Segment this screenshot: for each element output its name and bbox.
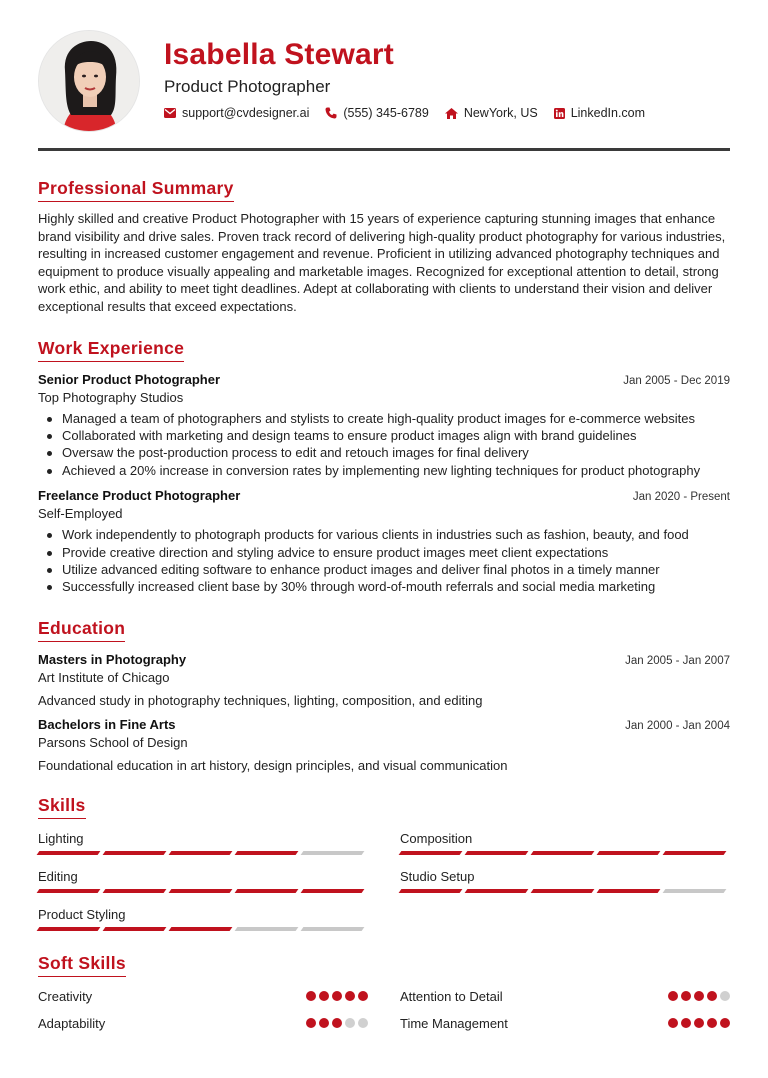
job-bullet: Work independently to photograph products for various clients in industries such as fashion, beauty, and food	[38, 526, 730, 543]
skill-level-bar	[38, 889, 368, 893]
rating-dot-filled	[720, 1018, 730, 1028]
skill-segment-filled	[103, 851, 167, 855]
skill-segment-filled	[103, 927, 167, 931]
education-section	[38, 618, 730, 773]
rating-dot-empty	[345, 1018, 355, 1028]
candidate-role: Product Photographer	[164, 77, 331, 96]
soft-skill-name: Adaptability	[38, 1015, 106, 1031]
degree-title: Bachelors in Fine Arts	[38, 716, 176, 732]
skill-segment-filled	[597, 889, 661, 893]
soft-skill-item	[400, 989, 730, 1004]
school-name: Parsons School of Design	[38, 734, 188, 750]
skill-segment-filled	[37, 889, 101, 893]
rating-dot-filled	[319, 991, 329, 1001]
skill-name: Editing	[38, 868, 78, 884]
summary-text: Highly skilled and creative Product Photographer with 15 years of experience capturing stunning images that enhance brand visibility and drive sales. Proven track record of delivering high-quality product photography for various industries, resulting in increased customer engagement and revenue. Proficient in utilizing advanced photography techniques and equipment to produce visually appealing and marketable images. Recognized for exceptional attention to detail, strong work ethic, and ability to meet tight deadlines. Adept at collaborating with clients to understand their vision and deliver exceptional results that exceed expectations.	[38, 211, 726, 314]
skill-item	[38, 831, 368, 855]
education-header	[38, 652, 730, 667]
education-entry	[38, 652, 730, 708]
education-dates: Jan 2005 - Jan 2007	[625, 654, 730, 667]
rating-dot-filled	[668, 991, 678, 1001]
skill-segment-filled	[663, 851, 727, 855]
degree-title: Masters in Photography	[38, 651, 187, 667]
job-bullet: Oversaw the post-production process to edit and retouch images for final delivery	[38, 444, 730, 461]
rating-dot-filled	[707, 1018, 717, 1028]
job-bullet: Managed a team of photographers and stylists to create high-quality product images for e-commerce websites	[38, 410, 730, 427]
soft-skills-section	[38, 953, 730, 1031]
skill-segment-filled	[37, 851, 101, 855]
skill-segment-filled	[399, 889, 463, 893]
summary-section	[38, 178, 730, 316]
rating-dot-filled	[332, 1018, 342, 1028]
work-section	[38, 338, 730, 596]
rating-dot-filled	[319, 1018, 329, 1028]
rating-dot-empty	[358, 1018, 368, 1028]
job-bullets	[38, 526, 730, 596]
rating-dot-filled	[681, 1018, 691, 1028]
rating-dot-empty	[720, 991, 730, 1001]
soft-skill-name: Time Management	[400, 1015, 508, 1031]
candidate-name: Isabella Stewart	[164, 38, 394, 71]
skill-segment-empty	[235, 927, 299, 931]
skill-segment-filled	[169, 889, 233, 893]
contact-phone[interactable]	[325, 106, 428, 120]
skill-level-bar	[38, 851, 368, 855]
soft-skills-grid	[38, 989, 730, 1031]
skill-segment-empty	[301, 851, 365, 855]
school-name: Art Institute of Chicago	[38, 669, 170, 685]
contact-email-text: support@cvdesigner.ai	[182, 106, 310, 120]
rating-dot-filled	[694, 1018, 704, 1028]
job-company: Self-Employed	[38, 506, 123, 522]
skill-segment-filled	[103, 889, 167, 893]
skill-segment-filled	[465, 851, 529, 855]
education-heading: Education	[38, 618, 125, 642]
phone-icon	[325, 107, 337, 119]
education-header	[38, 717, 730, 732]
job-entry	[38, 372, 730, 480]
skill-name: Studio Setup	[400, 868, 475, 884]
soft-skill-item	[38, 1016, 368, 1031]
envelope-icon	[164, 108, 176, 118]
education-description: Foundational education in art history, design principles, and visual communication	[38, 757, 508, 773]
skill-segment-empty	[301, 927, 365, 931]
skill-segment-filled	[597, 851, 661, 855]
job-bullet: Achieved a 20% increase in conversion rates by implementing new lighting techniques for product photography	[38, 462, 730, 479]
skill-segment-filled	[235, 851, 299, 855]
soft-skill-rating	[303, 991, 368, 1001]
contact-location-text: NewYork, US	[463, 106, 538, 120]
soft-skill-name: Creativity	[38, 988, 93, 1004]
skill-segment-filled	[169, 851, 233, 855]
soft-skill-rating	[303, 1018, 368, 1028]
rating-dot-filled	[306, 991, 316, 1001]
job-title: Senior Product Photographer	[38, 371, 221, 387]
work-heading: Work Experience	[38, 338, 184, 362]
education-description: Advanced study in photography techniques, lighting, composition, and editing	[38, 692, 483, 708]
skill-segment-filled	[37, 927, 101, 931]
job-header	[38, 372, 730, 387]
rating-dot-filled	[345, 991, 355, 1001]
skill-segment-empty	[663, 889, 727, 893]
summary-heading: Professional Summary	[38, 178, 234, 202]
job-header	[38, 488, 730, 503]
job-company: Top Photography Studios	[38, 389, 184, 405]
job-bullet: Provide creative direction and styling advice to ensure product images meet client expectations	[38, 544, 730, 561]
rating-dot-filled	[358, 991, 368, 1001]
rating-dot-filled	[707, 991, 717, 1001]
contact-linkedin[interactable]	[554, 106, 645, 120]
avatar	[38, 30, 140, 132]
resume-header	[38, 30, 730, 140]
soft-skills-heading: Soft Skills	[38, 953, 126, 977]
contact-phone-text: (555) 345-6789	[343, 106, 429, 120]
header-divider	[38, 148, 730, 151]
home-icon	[445, 108, 458, 119]
soft-skill-rating	[665, 1018, 730, 1028]
skill-segment-filled	[301, 889, 365, 893]
soft-skill-item	[38, 989, 368, 1004]
skill-segment-filled	[399, 851, 463, 855]
skills-grid	[38, 831, 730, 931]
job-bullet: Successfully increased client base by 30% through word-of-mouth referrals and social media marketing	[38, 578, 730, 595]
skill-level-bar	[400, 889, 730, 893]
rating-dot-filled	[306, 1018, 316, 1028]
soft-skill-rating	[665, 991, 730, 1001]
rating-dot-filled	[332, 991, 342, 1001]
skill-name: Product Styling	[38, 906, 126, 922]
rating-dot-filled	[694, 991, 704, 1001]
skills-heading: Skills	[38, 795, 86, 819]
skill-segment-filled	[465, 889, 529, 893]
rating-dot-filled	[681, 991, 691, 1001]
job-bullet: Utilize advanced editing software to enhance product images and deliver final photos in a timely manner	[38, 561, 730, 578]
contact-email[interactable]	[164, 106, 309, 120]
skill-level-bar	[38, 927, 368, 931]
skill-segment-filled	[531, 851, 595, 855]
portrait-image	[39, 31, 140, 132]
contact-linkedin-text: LinkedIn.com	[570, 106, 646, 120]
contact-location	[445, 106, 538, 120]
skill-item	[400, 869, 730, 893]
education-entry	[38, 717, 730, 773]
linkedin-icon	[554, 108, 565, 119]
job-bullet: Collaborated with marketing and design teams to ensure product images align with brand guidelines	[38, 427, 730, 444]
soft-skill-item	[400, 1016, 730, 1031]
skill-item	[38, 869, 368, 893]
skill-item	[400, 831, 730, 855]
job-entry	[38, 488, 730, 596]
job-title: Freelance Product Photographer	[38, 488, 241, 504]
resume-page	[38, 30, 730, 1031]
skill-segment-filled	[235, 889, 299, 893]
skill-item	[38, 907, 368, 931]
rating-dot-filled	[668, 1018, 678, 1028]
soft-skill-name: Attention to Detail	[400, 988, 503, 1004]
job-bullets	[38, 410, 730, 480]
job-dates: Jan 2005 - Dec 2019	[623, 374, 730, 387]
skill-name: Composition	[400, 830, 473, 846]
contact-row	[164, 106, 661, 120]
job-dates: Jan 2020 - Present	[632, 491, 730, 504]
skill-name: Lighting	[38, 830, 84, 846]
education-dates: Jan 2000 - Jan 2004	[625, 719, 730, 732]
skills-section	[38, 795, 730, 931]
skill-level-bar	[400, 851, 730, 855]
skill-segment-filled	[531, 889, 595, 893]
skill-segment-filled	[169, 927, 233, 931]
